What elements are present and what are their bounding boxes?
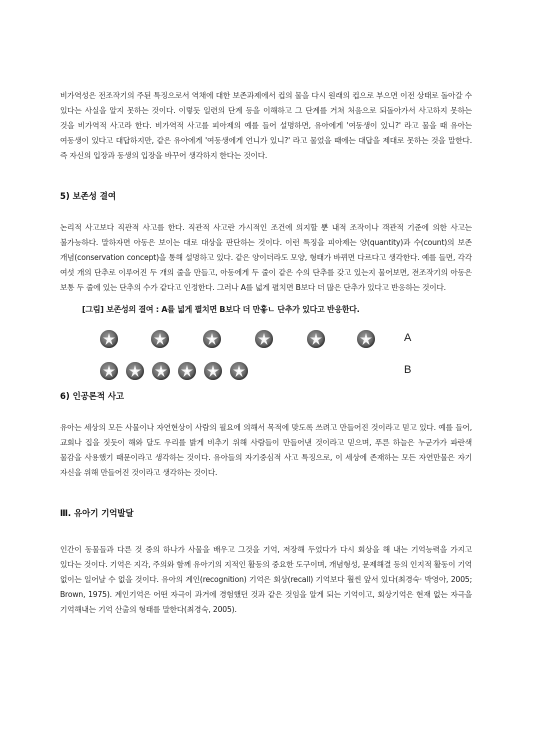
star-button-icon: [100, 362, 118, 380]
row-label-b: B: [404, 364, 412, 376]
star-button-icon: [255, 330, 273, 348]
star-button-icon: [100, 330, 118, 348]
row-label-a: A: [404, 332, 412, 344]
paragraph-artificialism: 유아는 세상의 모든 사물이나 자연현상이 사람의 필요에 의해서 목적에 맞도록 쓰려고 만들어진 것이라고 믿고 있다. 예를 들어, 교회나 집을 짓듯이 해와 달도 우리를 밝게 비추기 위해 사람들이 만들어낸 것이라고 믿으며, 푸른 하늘은 누군가가 파란색 물감을 사용했기 때문이라고 생각하는 것이다. 유아들의 자기중심적 사고 특징으로, 이 세상에 존재하는 모든 자연만물은 자기 자신을 위해 만들어진 것이라고 생각하는 것이다.: [60, 423, 472, 477]
star-button-icon: [307, 330, 325, 348]
heading-artificialism: 6) 인공론적 사고: [60, 391, 125, 401]
paragraph-conservation: 논리적 사고보다 직관적 사고를 한다. 직관적 사고란 가시적인 조건에 의지할 뿐 내적 조작이나 객관적 기준에 의한 사고는 불가능하다. 말하자면 아동은 보이는 대로 대상을 판단하는 것이다. 이런 특징을 피아제는 양(quantity)과 수(count)의 보존 개념(conservation concept)을 통해 설명하고 있다. 같은 양이더라도 모양, 형태가 바뀌면 다르다고 생각한다. 예를 들면, 각각 여섯 개의 단추로 이루어진 두 개의 줄을 만들고, 아동에게 두 줄이 같은 수의 단추를 갖고 있는지 물어보면, 전조작기의 아동은 보통 두 줄에 있는 단추의 수가 같다고 인정한다. 그러나 A를 넓게 펼치면 B보다 더 많은 단추가 있다고 반응하는 것이다.: [60, 223, 472, 292]
star-button-icon: [178, 362, 196, 380]
star-button-icon: [126, 362, 144, 380]
star-button-icon: [230, 362, 248, 380]
star-button-icon: [204, 362, 222, 380]
conservation-figure: [60, 303, 472, 389]
heading-conservation: 5) 보존성 결여: [60, 191, 116, 201]
heading-memory-development: Ⅲ. 유아기 기억발달: [60, 508, 134, 518]
star-button-icon: [203, 330, 221, 348]
star-button-icon: [357, 330, 375, 348]
star-button-icon: [152, 362, 170, 380]
figure-caption: [그림] 보존성의 결여 : A를 넓게 펼치면 B보다 더 만홓ㄴ 단추가 있다고 반응한다.: [82, 305, 360, 314]
document-page: [60, 88, 472, 617]
paragraph-memory: 인간이 동물들과 다른 것 중의 하나가 사물을 배우고 그것을 기억, 저장해 두었다가 다시 회상을 해 내는 기억능력을 가지고 있다는 것이다. 기억은 지각, 주의와 함께 유아기의 지적인 활동의 중요한 도구이며, 개념형성, 문제해결 등의 인지적 활동이 기억 없이는 일어날 수 없을 것이다. 유아의 계인(recognition) 기억은 회상(recall) 기억보다 훨씬 앞서 있다(최경숙· 박영아, 2005; Brown, 1975). 계인기억은 어떤 자극이 과거에 경험했던 것과 같은 것임을 알게 되는 기억이고, 회상기억은 현재 없는 자극을 기억해내는 기억 산출의 형태를 말한다(최경숙, 2005).: [60, 545, 472, 614]
star-button-icon: [151, 330, 169, 348]
paragraph-irreversibility: 비가역성은 전조작기의 주된 특징으로서 역채에 대한 보존과제에서 컵의 물을 다시 원래의 컵으로 부으면 이전 상태로 돌아갈 수 있다는 사실을 알지 못하는 것이다. 이렇듯 일련의 단계 등을 이해하고 그 단계를 거쳐 처음으로 되돌아가서 사고하지 못하는 것을 비가역적 사고라 한다. 비가역적 사고를 피아제의 예를 들어 설명하면, 유아에게 '여동생이 있니?' 라고 물을 때 유아는 여동생이 있다고 대답하지만, 같은 유아에게 '여동생에게 언니가 있니?' 라고 물었을 때에는 대답을 제대로 못하는 것을 말한다. 즉 자신의 입장과 동생의 입장을 바꾸어 생각하지 한다는 것이다.: [60, 91, 472, 160]
